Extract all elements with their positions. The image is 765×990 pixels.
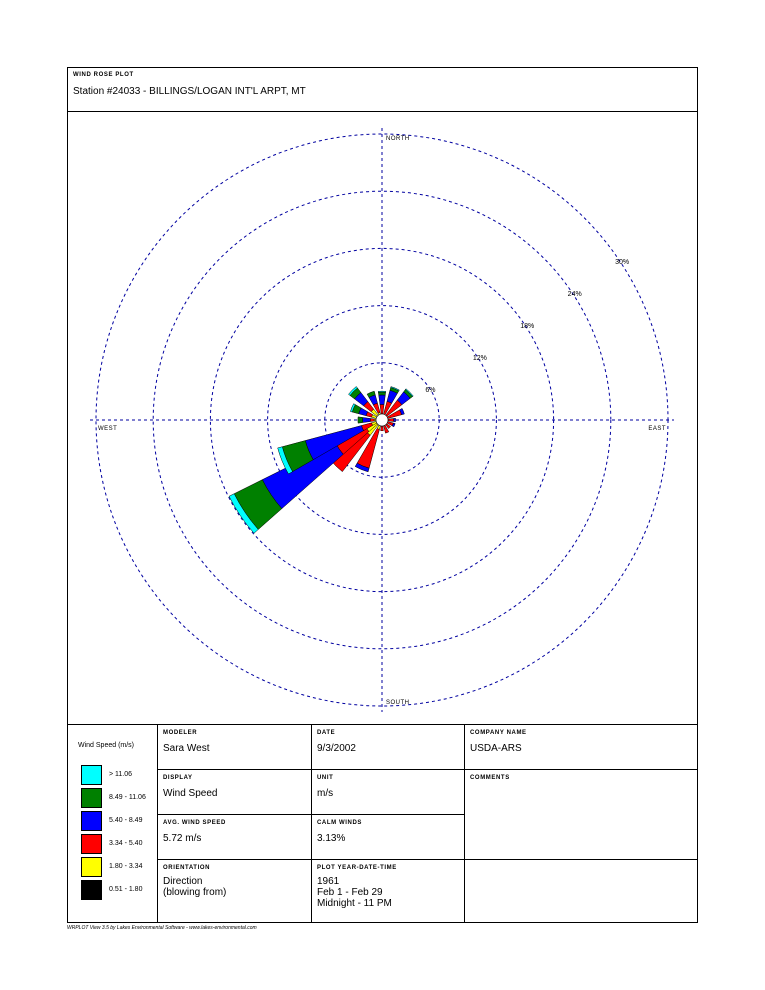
plot-time-label: PLOT YEAR-DATE-TIME bbox=[317, 865, 397, 871]
calm-circle bbox=[376, 414, 388, 426]
plot-year-value: 1961 bbox=[317, 876, 340, 887]
ring-label: 12% bbox=[472, 355, 487, 363]
modeler-label: MODELER bbox=[163, 730, 198, 736]
display-label: DISPLAY bbox=[163, 775, 193, 781]
ring-label: 6% bbox=[425, 387, 436, 395]
legend-label: 8.49 - 11.06 bbox=[109, 794, 146, 801]
legend-swatch bbox=[81, 834, 102, 854]
ring-label: 18% bbox=[520, 323, 535, 331]
modeler-value: Sara West bbox=[163, 743, 210, 754]
petal-segment bbox=[378, 392, 385, 395]
ring-label: 30% bbox=[615, 259, 630, 267]
petal-segment bbox=[363, 417, 371, 422]
ring-label: 24% bbox=[567, 291, 582, 299]
petal-segment bbox=[380, 404, 384, 414]
comments-cell bbox=[465, 770, 697, 860]
direction-label-north: NORTH bbox=[386, 136, 410, 142]
unit-cell bbox=[312, 770, 465, 815]
legend-label: 1.80 - 3.34 bbox=[109, 863, 143, 870]
unit-value: m/s bbox=[317, 788, 334, 799]
plot-type-label: WIND ROSE PLOT bbox=[73, 72, 134, 78]
direction-label-west: WEST bbox=[98, 426, 118, 432]
modeler-cell bbox=[158, 725, 312, 770]
orientation-cell bbox=[158, 860, 312, 922]
petal-segment bbox=[370, 418, 374, 421]
calm-winds-value: 3.13% bbox=[317, 833, 346, 844]
legend-label: > 11.06 bbox=[109, 771, 133, 778]
avg-speed-label: AVG. WIND SPEED bbox=[163, 820, 226, 826]
petal-segment bbox=[378, 391, 386, 392]
plot-date-value: Feb 1 - Feb 29 bbox=[317, 887, 383, 898]
date-label: DATE bbox=[317, 730, 336, 736]
legend-label: 3.34 - 5.40 bbox=[109, 840, 143, 847]
plot-hours-value: Midnight - 11 PM bbox=[317, 898, 392, 909]
date-value: 9/3/2002 bbox=[317, 743, 356, 754]
calm-winds-cell bbox=[312, 815, 465, 860]
wind-rose-chart bbox=[68, 112, 697, 724]
legend-title: Wind Speed (m/s) bbox=[78, 742, 135, 749]
orientation-label: ORIENTATION bbox=[163, 865, 211, 871]
legend-swatch bbox=[81, 880, 102, 900]
header-box bbox=[67, 67, 698, 112]
orientation-value-1: Direction bbox=[163, 876, 203, 887]
petal-segment bbox=[388, 418, 394, 421]
footer-credit: WRPLOT View 3.5 by Lakes Environmental Software - www.lakes-environmental.com bbox=[67, 925, 257, 931]
legend-panel bbox=[68, 725, 158, 922]
display-cell bbox=[158, 770, 312, 815]
legend-swatch bbox=[81, 857, 102, 877]
avg-speed-cell bbox=[158, 815, 312, 860]
empty-cell bbox=[465, 860, 697, 922]
legend-swatch bbox=[81, 788, 102, 808]
direction-label-east: EAST bbox=[648, 426, 666, 432]
calm-winds-label: CALM WINDS bbox=[317, 820, 362, 826]
petal-segment bbox=[381, 426, 384, 431]
orientation-value-2: (blowing from) bbox=[163, 887, 227, 898]
unit-label: UNIT bbox=[317, 775, 334, 781]
company-value: USDA-ARS bbox=[470, 743, 522, 754]
date-cell bbox=[312, 725, 465, 770]
company-cell bbox=[465, 725, 697, 770]
legend-swatch bbox=[81, 811, 102, 831]
company-label: COMPANY NAME bbox=[470, 730, 527, 736]
legend-swatch bbox=[81, 765, 102, 785]
display-value: Wind Speed bbox=[163, 788, 218, 799]
direction-label-south: SOUTH bbox=[386, 700, 410, 706]
petal-segment bbox=[379, 395, 386, 405]
petal-segment bbox=[394, 418, 396, 422]
station-title: Station #24033 - BILLINGS/LOGAN INT'L ARPT, MT bbox=[73, 86, 306, 97]
petal-segment bbox=[358, 417, 363, 423]
legend-label: 5.40 - 8.49 bbox=[109, 817, 143, 824]
info-table bbox=[67, 724, 698, 923]
comments-label: COMMENTS bbox=[470, 775, 510, 781]
chart-box bbox=[67, 111, 698, 725]
avg-speed-value: 5.72 m/s bbox=[163, 833, 202, 844]
plot-time-cell bbox=[312, 860, 465, 922]
legend-label: 0.51 - 1.80 bbox=[109, 886, 143, 893]
